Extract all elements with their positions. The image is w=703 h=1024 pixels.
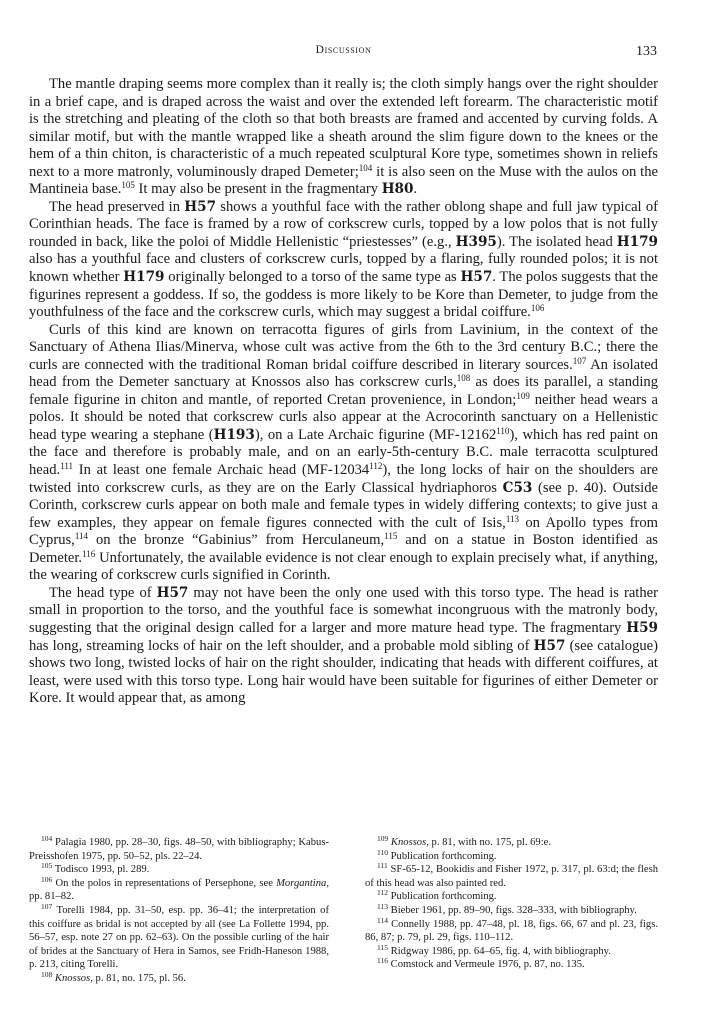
text-run: Publication forthcoming.: [387, 891, 497, 903]
text-run: and on a statue in Boston identified as Demeter.: [29, 532, 658, 566]
footnote-ref: 114: [377, 915, 388, 925]
text-run: , p. 81, no. 175, pl. 56.: [90, 972, 186, 984]
text-run: It may also be present in the fragmentary: [134, 181, 382, 198]
text-run: ), on a Late Archaic figurine (MF-12162: [254, 426, 497, 443]
text-run: . The polos suggests that the figurines represent a goddess. If so, the goddess is more likely to be Kore than Demeter, to judge from the youthfulness of the face and the corkscrew curls, which may suggest a bridal coiffure.: [29, 269, 659, 321]
running-head: Discussion: [315, 44, 372, 56]
footnote: [365, 863, 658, 890]
page-header: [30, 44, 657, 64]
text-run: it is also seen on the Muse with the aulos on the Mantineia base.: [29, 163, 659, 198]
text-run: Unfortunately, the available evidence is not clear enough to explain precisely what, if anything, the wearing of corkscrew curls signified in Corinth.: [29, 549, 658, 584]
catalogue-ref: H179: [123, 269, 165, 286]
footnote-ref: 111: [377, 861, 388, 871]
footnote: [365, 836, 658, 850]
footnote-ref: 109: [516, 390, 530, 401]
text-run: on the bronze “Gabinius” from Herculaneum,: [87, 532, 385, 549]
footnote-ref: 105: [121, 180, 135, 191]
footnote: [365, 942, 658, 959]
text-run: (see catalogue) shows two long, twisted locks of hair on the right shoulder, indicating that heads with different coiffures, at least, were used with this torso type. Long hair would have been suitable for figurines of either Demeter or Kore. It would appear that, as among: [29, 637, 659, 707]
footnote: [365, 958, 658, 972]
text-run: (see p. 40). Outside Corinth, corkscrew curls appear on both male and female types in widely differing contexts; to give just a few examples, they appear on female figures connected with the cult of Isis,: [29, 479, 658, 531]
footnote-ref: 113: [505, 513, 519, 524]
footnote: [365, 890, 658, 904]
footnote-ref: 107: [41, 901, 53, 911]
footnote-ref: 108: [41, 969, 53, 979]
text-run: Bieber 1961, pp. 89–90, figs. 328–333, with bibliography.: [387, 904, 637, 916]
text-run: ), the long locks of hair on the shoulders are twisted into corkscrew curls, as they are on the Early Classical hydriaphoros: [29, 462, 658, 496]
text-run: originally belonged to a torso of the same type as: [164, 269, 461, 286]
text-run: On the polos in representations of Persephone, see: [52, 877, 277, 889]
text-run: Publication forthcoming.: [387, 850, 497, 862]
footnotes-left-column: [29, 836, 329, 986]
text-run: Ridgway 1986, pp. 64–65, fig. 4, with bibliography.: [387, 945, 611, 957]
page-number: 133: [636, 44, 657, 59]
footnote: [29, 901, 329, 972]
text-run: Connelly 1988, pp. 47–48, pl. 18, figs. 66, 67 and pl. 23, figs. 86, 87; p. 79, pl. 29, figs. 110–112.: [365, 918, 658, 944]
text-run: neither head wears a polos. It should be noted that corkscrew curls also appear at the Acrocorinth sanctuary on a Hellenistic head type wearing a stephane (: [29, 391, 659, 443]
text-run: , p. 81, with no. 175, pl. 69:e.: [426, 837, 552, 848]
text-run: An isolated head from the Demeter sanctuary at Knossos also has corkscrew curls,: [29, 356, 658, 391]
footnote-ref: 110: [377, 847, 388, 857]
text-run: on Apollo types from Cyprus,: [29, 514, 658, 549]
text-run: Todisco 1993, pl. 289.: [52, 864, 150, 876]
text-run: The mantle draping seems more complex than it really is; the cloth simply hangs over the right shoulder in a brief cape, and is draped across the waist and over the extended left forearm. The characteristic motif is the stretching and pleating of the cloth so that both breasts are framed and accented by curving folds. A similar motif, but with the mantle wrapped like a sheath around the slim figure down to the knees or the hem of a thin chiton, is characteristic of a much repeated sculptural Kore type, sometimes shown in reliefs next to a more matronly, voluminously draped Demeter;: [29, 76, 658, 180]
text-run: , pp. 81–82.: [29, 877, 329, 903]
footnote-ref: 104: [358, 162, 373, 173]
text-run: Torelli 1984, pp. 31–50, esp. pp. 36–41; the interpretation of this coiffure as bridal is not accepted by all (see La Follette 1994, pp. 56–57, esp. note 27 on pp. 62–63). On the possible curling of the hair of brides at the Sanctuary of Hera in Samos, see Fridh-Haneson 1988, p. 213, citing Torelli.: [29, 904, 329, 971]
text-run: Palagia 1980, pp. 28–30, figs. 48–50, with bibliography; Kabus-Preisshofen 1975, pp. 50–52, pls. 22–24.: [29, 837, 329, 862]
footnote: [365, 901, 658, 918]
text-run: The head preserved in: [49, 198, 185, 215]
footnote-ref: 111: [60, 461, 74, 472]
catalogue-ref: H57: [460, 269, 493, 286]
footnote-ref: 114: [74, 531, 88, 542]
paragraph: [29, 76, 658, 199]
footnote-ref: 105: [41, 861, 53, 871]
text-run: .: [413, 181, 418, 198]
paragraph: [29, 585, 658, 708]
catalogue-ref: C53: [502, 479, 533, 496]
footnote: [365, 915, 658, 945]
paragraph: [29, 322, 658, 585]
footnote-ref: 116: [82, 548, 96, 559]
text-run: SF-65-12, Bookidis and Fisher 1972, p. 317, pl. 63:d; the flesh of this head was also painted red.: [365, 864, 658, 889]
footnote: [29, 969, 329, 986]
text-run: Comstock and Vermeule 1976, p. 87, no. 135.: [387, 959, 585, 971]
catalogue-ref: H179: [616, 233, 659, 250]
footnote: [29, 874, 329, 904]
catalogue-ref: H57: [184, 198, 217, 215]
footnote-ref: 112: [369, 461, 383, 472]
footnote-ref: 113: [377, 901, 388, 911]
footnote-ref: 115: [377, 942, 388, 952]
italic-title: Knossos: [390, 837, 427, 848]
text-run: ). The isolated head: [496, 233, 617, 250]
footnote-ref: 104: [41, 834, 53, 843]
footnote-ref: 109: [377, 834, 389, 843]
italic-title: Knossos: [54, 972, 91, 984]
text-run: In at least one female Archaic head (MF-12034: [73, 462, 370, 479]
footnotes-right-column: [365, 836, 658, 986]
footnote-ref: 106: [41, 874, 53, 884]
footnote: [29, 836, 329, 863]
footnote-ref: 116: [377, 956, 388, 966]
footnote-ref: 107: [572, 355, 587, 366]
footnote-ref: 106: [530, 303, 545, 314]
paragraph: [29, 199, 658, 322]
footnote-ref: 115: [384, 531, 398, 542]
body-text: [29, 76, 658, 708]
footnote: [29, 863, 329, 877]
text-run: shows a youthful face with the rather oblong shape and full jaw typical of Corinthian heads. The face is framed by a row of corkscrew curls, topped by a low polos that is not fully rounded in back, like the poloi of Middle Hellenistic “priestesses” (e.g.,: [29, 198, 658, 250]
footnote: [365, 847, 658, 864]
catalogue-ref: H193: [213, 426, 255, 443]
text-run: as does its parallel, a standing female figurine in chiton and mantle, of reported Cretan provenience, in London;: [29, 374, 658, 408]
catalogue-ref: H59: [626, 619, 658, 636]
catalogue-ref: H80: [381, 181, 414, 198]
catalogue-ref: H57: [156, 584, 189, 601]
footnote-ref: 108: [456, 373, 471, 384]
catalogue-ref: H395: [455, 233, 497, 250]
text-run: also has a youthful face and clusters of corkscrew curls, topped by a flaring, fully rounded polos; it is not known whether: [29, 251, 658, 286]
footnotes: [29, 836, 658, 986]
italic-title: Morgantina: [276, 877, 327, 889]
text-run: has long, streaming locks of hair on the left shoulder, and a probable mold sibling of: [29, 637, 534, 654]
text-run: The head type of: [49, 584, 157, 601]
footnote-ref: 112: [377, 888, 388, 898]
text-run: may not have been the only one used with this torso type. The head is rather small in proportion to the torso, and the youthful face is somewhat incongruous with the matronly body, suggesting that the original design called for a larger and more mature head type. The fragmentary: [29, 584, 658, 636]
text-run: ), which has red paint on the face and therefore is probably male, and on an early-5th-century B.C. male terracotta sculptured head.: [29, 426, 659, 479]
footnote-ref: 110: [496, 425, 510, 436]
catalogue-ref: H57: [533, 637, 566, 654]
text-run: Curls of this kind are known on terracotta figures of girls from Lavinium, in the context of the Sanctuary of Athena Ilias/Minerva, whose cult was active from the 6th to the 3rd century B.C.; there the curls are connected with the traditional Roman bridal coiffure described in literary sources.: [29, 321, 658, 373]
